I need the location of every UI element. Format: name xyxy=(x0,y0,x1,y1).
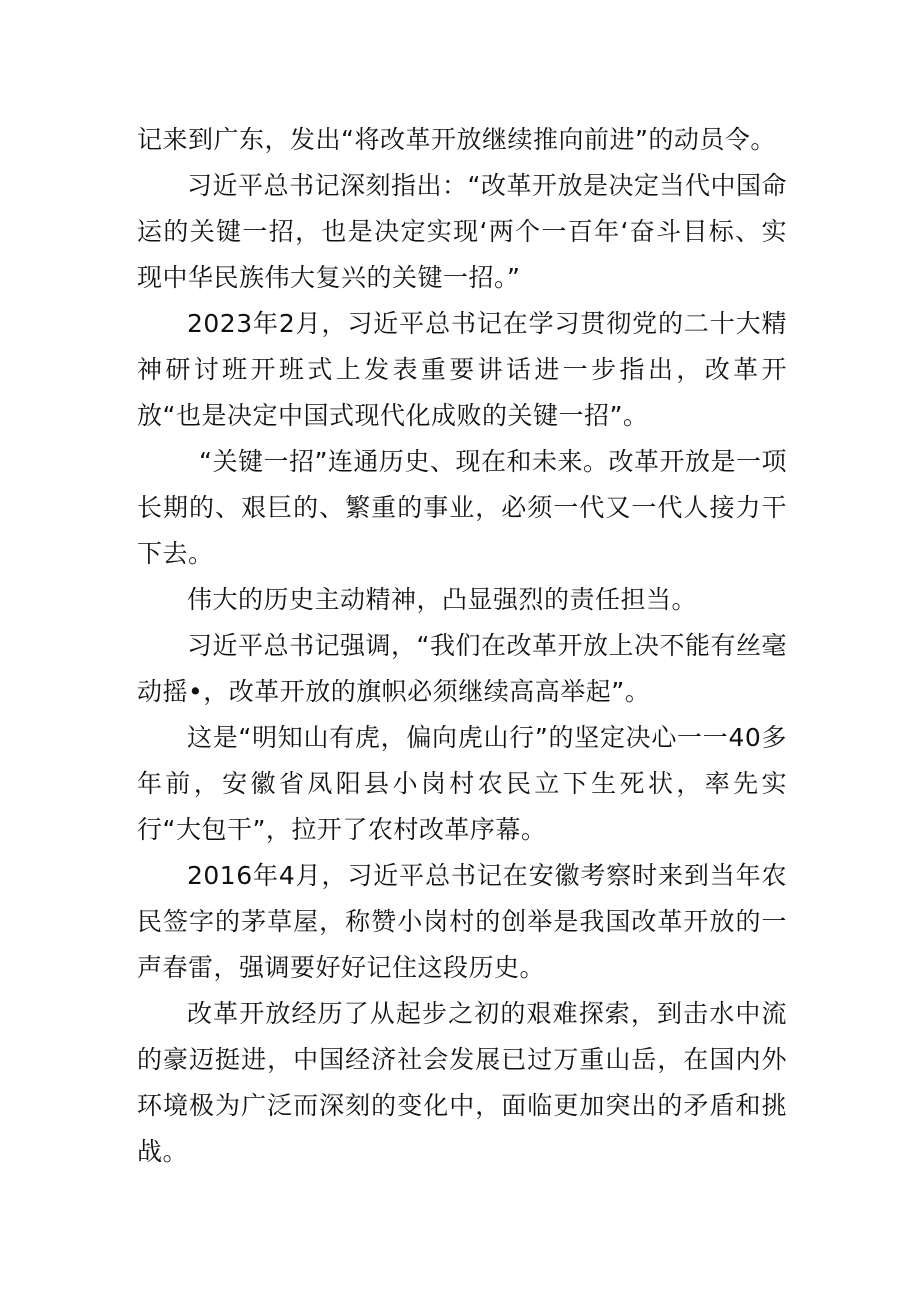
paragraph-7: 这是“明知山有虎，偏向虎山行”的坚定决心一一40多年前，安徽省凤阳县小岗村农民立下生死状，率先实行“大包干”，拉开了农村改革序幕。 xyxy=(137,723,787,844)
paragraph-2: 习近平总书记深刻指出：“改革开放是决定当代中国命运的关键一招，也是决定实现‘两个一百年‘奋斗目标、实现中华民族伟大复兴的关键一招。” xyxy=(137,171,787,292)
paragraph-9: 改革开放经历了从起步之初的艰难探索，到击水中流的豪迈挺进，中国经济社会发展已过万重山岳，在国内外环境极为广泛而深刻的变化中，面临更加突出的矛盾和挑战。 xyxy=(137,999,787,1166)
paragraph-6: 习近平总书记强调，“我们在改革开放上决不能有丝毫动摇•，改革开放的旗帜必须继续高高举起”。 xyxy=(137,631,787,706)
paragraph-4: “关键一招”连通历史、现在和未来。改革开放是一项长期的、艰巨的、繁重的事业，必须一代又一代人接力干下去。 xyxy=(137,447,787,568)
paragraph-3: 2023年2月，习近平总书记在学习贯彻党的二十大精神研讨班开班式上发表重要讲话进一步指出，改革开放“也是决定中国式现代化成败的关键一招”。 xyxy=(137,309,787,430)
paragraph-1: 记来到广东，发出“将改革开放继续推向前进”的动员令。 xyxy=(137,125,776,154)
paragraph-8: 2016年4月，习近平总书记在安徽考察时来到当年农民签字的茅草屋，称赞小岗村的创举是我国改革开放的一声春雷，强调要好好记住这段历史。 xyxy=(137,861,787,982)
document-body xyxy=(137,117,787,1175)
paragraph-5: 伟大的历史主动精神，凸显强烈的责任担当。 xyxy=(187,585,698,614)
